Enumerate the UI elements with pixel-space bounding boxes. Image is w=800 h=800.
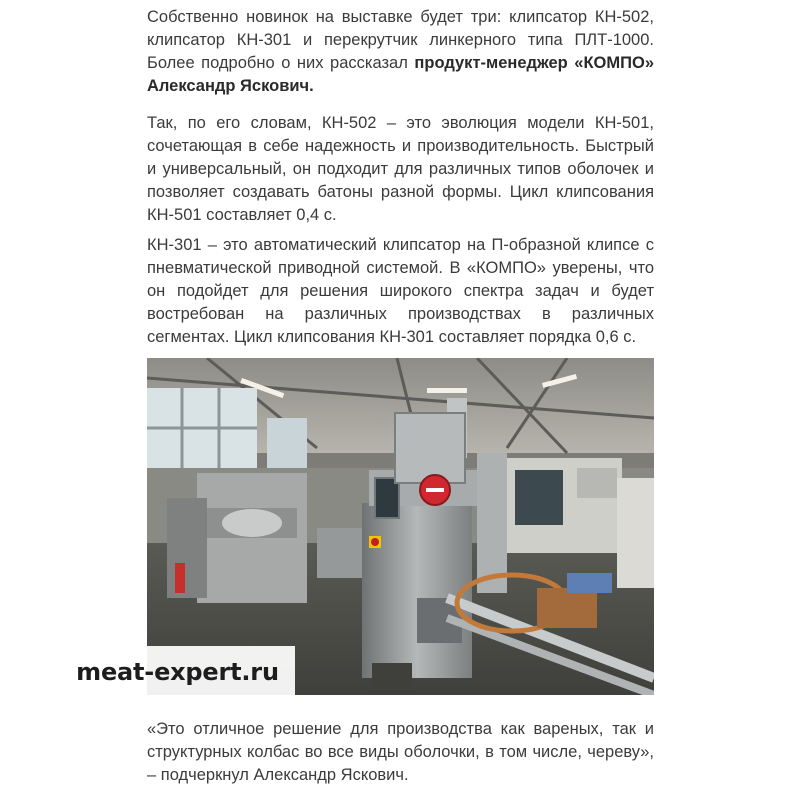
paragraph-intro-text: Собственно новинок на выставке будет три: клипсатор КН-502, клипсатор КН-301 и перекрутчик линкерного типа ПЛТ-1000. Более подробно о них рассказал [147, 8, 654, 72]
article-photo [147, 358, 654, 695]
paragraph-intro-bold: продукт-менеджер «КОМПО» Александр Яскович. [147, 54, 654, 95]
paragraph-quote: «Это отличное решение для производства как вареных, так и структурных колбас во все виды оболочки, в том числе, череву», – подчеркнул Александр Яскович. [147, 720, 654, 784]
watermark-label: meat-expert.ru [60, 646, 295, 698]
paragraph-kn502: Так, по его словам, КН-502 – это эволюция модели КН-501, сочетающая в себе надежность и производительность. Быстрый и универсальный, он подходит для различных типов оболочек и позволяет создавать батоны разной формы. Цикл клипсования КН-501 составляет 0,4 с. [147, 114, 654, 224]
paragraph-intro [147, 6, 654, 98]
factory-photo-illustration [147, 358, 654, 695]
paragraph-kn301: КН-301 – это автоматический клипсатор на П-образной клипсе с пневматической приводной системой. В «КОМПО» уверены, что он подойдет для решения широкого спектра задач и будет востребован на различных производствах в различных сегментах. Цикл клипсования КН-301 составляет порядка 0,6 с. [147, 236, 654, 346]
